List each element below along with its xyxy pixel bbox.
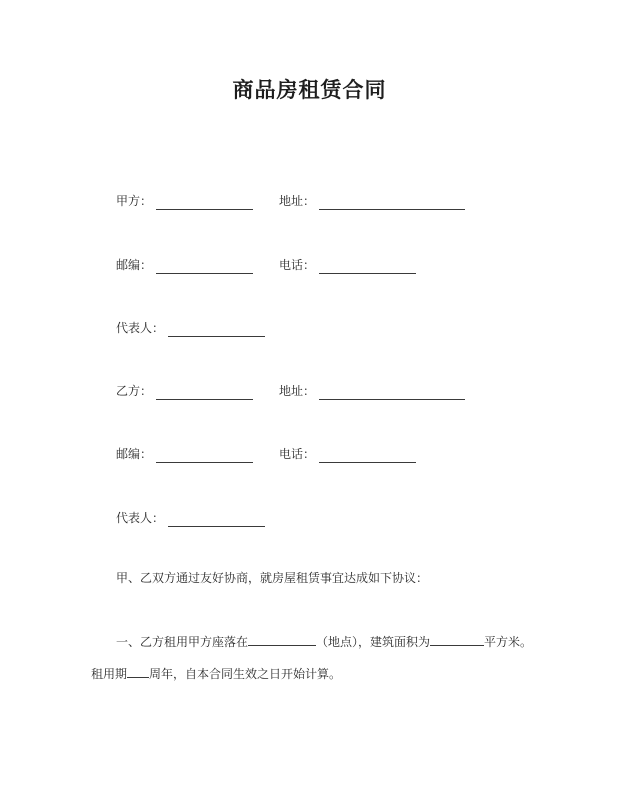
document-title: 商品房租赁合同 — [232, 77, 387, 102]
clause-1-text-3: 平方米。 — [484, 635, 533, 649]
party-a-field — [116, 192, 253, 210]
party-a-address-blank[interactable] — [319, 195, 465, 210]
clause-1-line-1 — [116, 632, 532, 651]
intro-paragraph: 甲、乙双方通过友好协商，就房屋租赁事宜达成如下协议： — [116, 571, 429, 585]
party-a-postcode-label: 邮编： — [116, 258, 153, 272]
party-b-representative-field — [116, 509, 265, 527]
party-b-field — [116, 382, 253, 400]
party-a-label: 甲方： — [116, 194, 153, 208]
party-b-label: 乙方： — [116, 384, 153, 398]
party-a-postcode-blank[interactable] — [156, 259, 253, 274]
party-a-address-field — [279, 192, 465, 210]
party-a-representative-blank[interactable] — [168, 322, 265, 337]
location-blank[interactable] — [248, 632, 316, 646]
party-b-phone-blank[interactable] — [319, 448, 416, 463]
party-a-postcode-field — [116, 256, 253, 274]
party-b-representative-label: 代表人： — [116, 511, 165, 525]
party-b-phone-field — [279, 445, 416, 463]
party-a-representative-field — [116, 319, 265, 337]
party-b-representative-blank[interactable] — [168, 512, 265, 527]
clause-1-text-1: 一、乙方租用甲方座落在 — [116, 635, 249, 649]
clause-1-line-2 — [91, 664, 341, 683]
party-b-blank[interactable] — [156, 385, 253, 400]
area-blank[interactable] — [430, 632, 484, 646]
party-b-address-blank[interactable] — [319, 385, 465, 400]
party-a-phone-label: 电话： — [279, 258, 316, 272]
party-a-representative-label: 代表人： — [116, 321, 165, 335]
party-a-address-label: 地址： — [279, 194, 316, 208]
party-b-phone-label: 电话： — [279, 447, 316, 461]
party-a-phone-blank[interactable] — [319, 259, 416, 274]
clause-1-text-2: （地点），建筑面积为 — [316, 635, 431, 649]
lease-term-label: 租用期 — [91, 667, 128, 681]
party-a-phone-field — [279, 256, 416, 274]
party-b-address-field — [279, 382, 465, 400]
party-b-postcode-label: 邮编： — [116, 447, 153, 461]
party-b-postcode-blank[interactable] — [156, 448, 253, 463]
party-b-postcode-field — [116, 445, 253, 463]
lease-term-text: 周年，自本合同生效之日开始计算。 — [149, 667, 342, 681]
lease-years-blank[interactable] — [127, 664, 149, 678]
party-b-address-label: 地址： — [279, 384, 316, 398]
party-a-blank[interactable] — [156, 195, 253, 210]
